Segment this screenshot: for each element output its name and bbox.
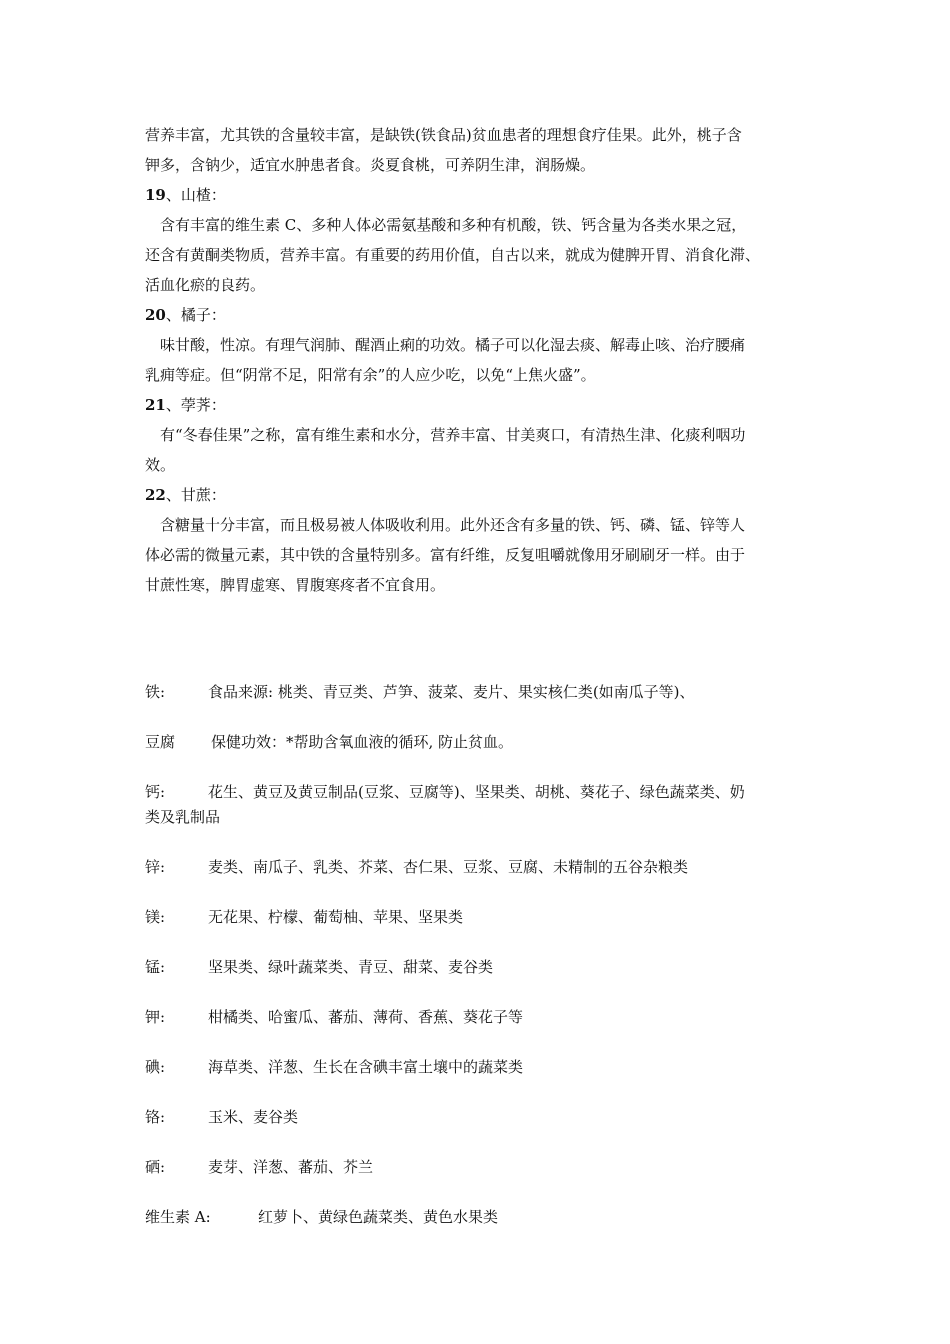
mineral-text: 柑橘类、哈蜜瓜、蕃茄、薄荷、香蕉、葵花子等 bbox=[208, 1008, 524, 1026]
paragraph-line: 体必需的微量元素，其中铁的含量特别多。富有纤维，反复咀嚼就像用牙刷刷牙一样。由于 bbox=[145, 546, 746, 564]
paragraph-line: 甘蔗性寒，脾胃虚寒、胃腹寒疼者不宜食用。 bbox=[145, 576, 446, 594]
section-title: 、橘子： bbox=[165, 306, 226, 324]
mineral-text: 红萝卜、黄绿色蔬菜类、黄色水果类 bbox=[258, 1208, 499, 1226]
mineral-label: 豆腐 bbox=[145, 733, 176, 751]
mineral-label: 维生素 A: bbox=[145, 1208, 211, 1226]
mineral-text: 坚果类、绿叶蔬菜类、青豆、甜菜、麦谷类 bbox=[208, 958, 494, 976]
mineral-row-iodine bbox=[145, 1055, 810, 1080]
mineral-label: 钾: bbox=[145, 1008, 166, 1026]
mineral-label: 锰: bbox=[145, 958, 166, 976]
paragraph-line: 效。 bbox=[145, 456, 176, 474]
mineral-label: 锌: bbox=[145, 858, 166, 876]
mineral-label: 硒: bbox=[145, 1158, 166, 1176]
paragraph-line: 含有丰富的维生素 C、多种人体必需氨基酸和多种有机酸，铁、钙含量为各类水果之冠， bbox=[160, 216, 747, 234]
mineral-text: 无花果、柠檬、葡萄柚、苹果、坚果类 bbox=[208, 908, 464, 926]
mineral-text: 保健功效：*帮助含氧血液的循环, 防止贫血。 bbox=[211, 733, 514, 751]
section-number: 19 bbox=[145, 186, 166, 204]
mineral-label: 铁: bbox=[145, 683, 166, 701]
mineral-text-continued: 类及乳制品 bbox=[145, 808, 221, 826]
paragraph-line: 活血化瘀的良药。 bbox=[145, 276, 266, 294]
paragraph-line: 还含有黄酮类物质，营养丰富。有重要的药用价值，自古以来，就成为健脾开胃、消食化滞、 bbox=[145, 246, 761, 264]
mineral-label: 镁: bbox=[145, 908, 166, 926]
mineral-row-chromium bbox=[145, 1105, 810, 1130]
section-heading-hawthorn bbox=[145, 180, 810, 210]
mineral-row-potassium bbox=[145, 1005, 810, 1030]
section-number: 22 bbox=[145, 486, 166, 504]
mineral-text: 玉米、麦谷类 bbox=[208, 1108, 299, 1126]
mineral-label: 钙: bbox=[145, 783, 166, 801]
mineral-text: 花生、黄豆及黄豆制品(豆浆、豆腐等)、坚果类、胡桃、葵花子、绿色蔬菜类、奶 bbox=[208, 783, 745, 801]
paragraph-line: 营养丰富，尤其铁的含量较丰富，是缺铁(铁食品)贫血患者的理想食疗佳果。此外，桃子含 bbox=[145, 126, 742, 144]
mineral-row-iron bbox=[145, 680, 810, 705]
mineral-row-tofu bbox=[145, 730, 810, 755]
section-number: 21 bbox=[145, 396, 166, 414]
mineral-row-selenium bbox=[145, 1155, 810, 1180]
section-number: 20 bbox=[145, 306, 166, 324]
section-heading-sugarcane bbox=[145, 480, 810, 510]
mineral-row-magnesium bbox=[145, 905, 810, 930]
paragraph-line: 乳痈等症。但“阴常不足，阳常有余”的人应少吃，以免“上焦火盛”。 bbox=[145, 366, 596, 384]
paragraph-line: 有“冬春佳果”之称，富有维生素和水分，营养丰富、甘美爽口，有清热生津、化痰利咽功 bbox=[160, 426, 746, 444]
section-heading-orange bbox=[145, 300, 810, 330]
section-heading-water-chestnut bbox=[145, 390, 810, 420]
section-title: 、荸荠： bbox=[165, 396, 226, 414]
mineral-row-zinc bbox=[145, 855, 810, 880]
section-title: 、山楂： bbox=[165, 186, 226, 204]
mineral-text: 麦类、南瓜子、乳类、芥菜、杏仁果、豆浆、豆腐、未精制的五谷杂粮类 bbox=[208, 858, 689, 876]
section-title: 、甘蔗： bbox=[165, 486, 226, 504]
mineral-row-manganese bbox=[145, 955, 810, 980]
mineral-label: 铬: bbox=[145, 1108, 166, 1126]
paragraph-line: 味甘酸，性凉。有理气润肺、醒酒止痢的功效。橘子可以化湿去痰、解毒止咳、治疗腰痛 bbox=[160, 336, 746, 354]
mineral-text: 海草类、洋葱、生长在含碘丰富土壤中的蔬菜类 bbox=[208, 1058, 524, 1076]
mineral-text: 食品来源: 桃类、青豆类、芦笋、菠菜、麦片、果实核仁类(如南瓜子等)、 bbox=[208, 683, 695, 701]
mineral-row-vitamin-a bbox=[145, 1205, 810, 1230]
paragraph-line: 钾多，含钠少，适宜水肿患者食。炎夏食桃，可养阴生津，润肠燥。 bbox=[145, 156, 596, 174]
mineral-text: 麦芽、洋葱、蕃茄、芥兰 bbox=[208, 1158, 374, 1176]
mineral-label: 碘: bbox=[145, 1058, 166, 1076]
fruit-nutrition-section bbox=[145, 120, 810, 600]
mineral-row-calcium bbox=[145, 780, 810, 830]
paragraph-line: 含糖量十分丰富，而且极易被人体吸收利用。此外还含有多量的铁、钙、磷、锰、锌等人 bbox=[160, 516, 746, 534]
